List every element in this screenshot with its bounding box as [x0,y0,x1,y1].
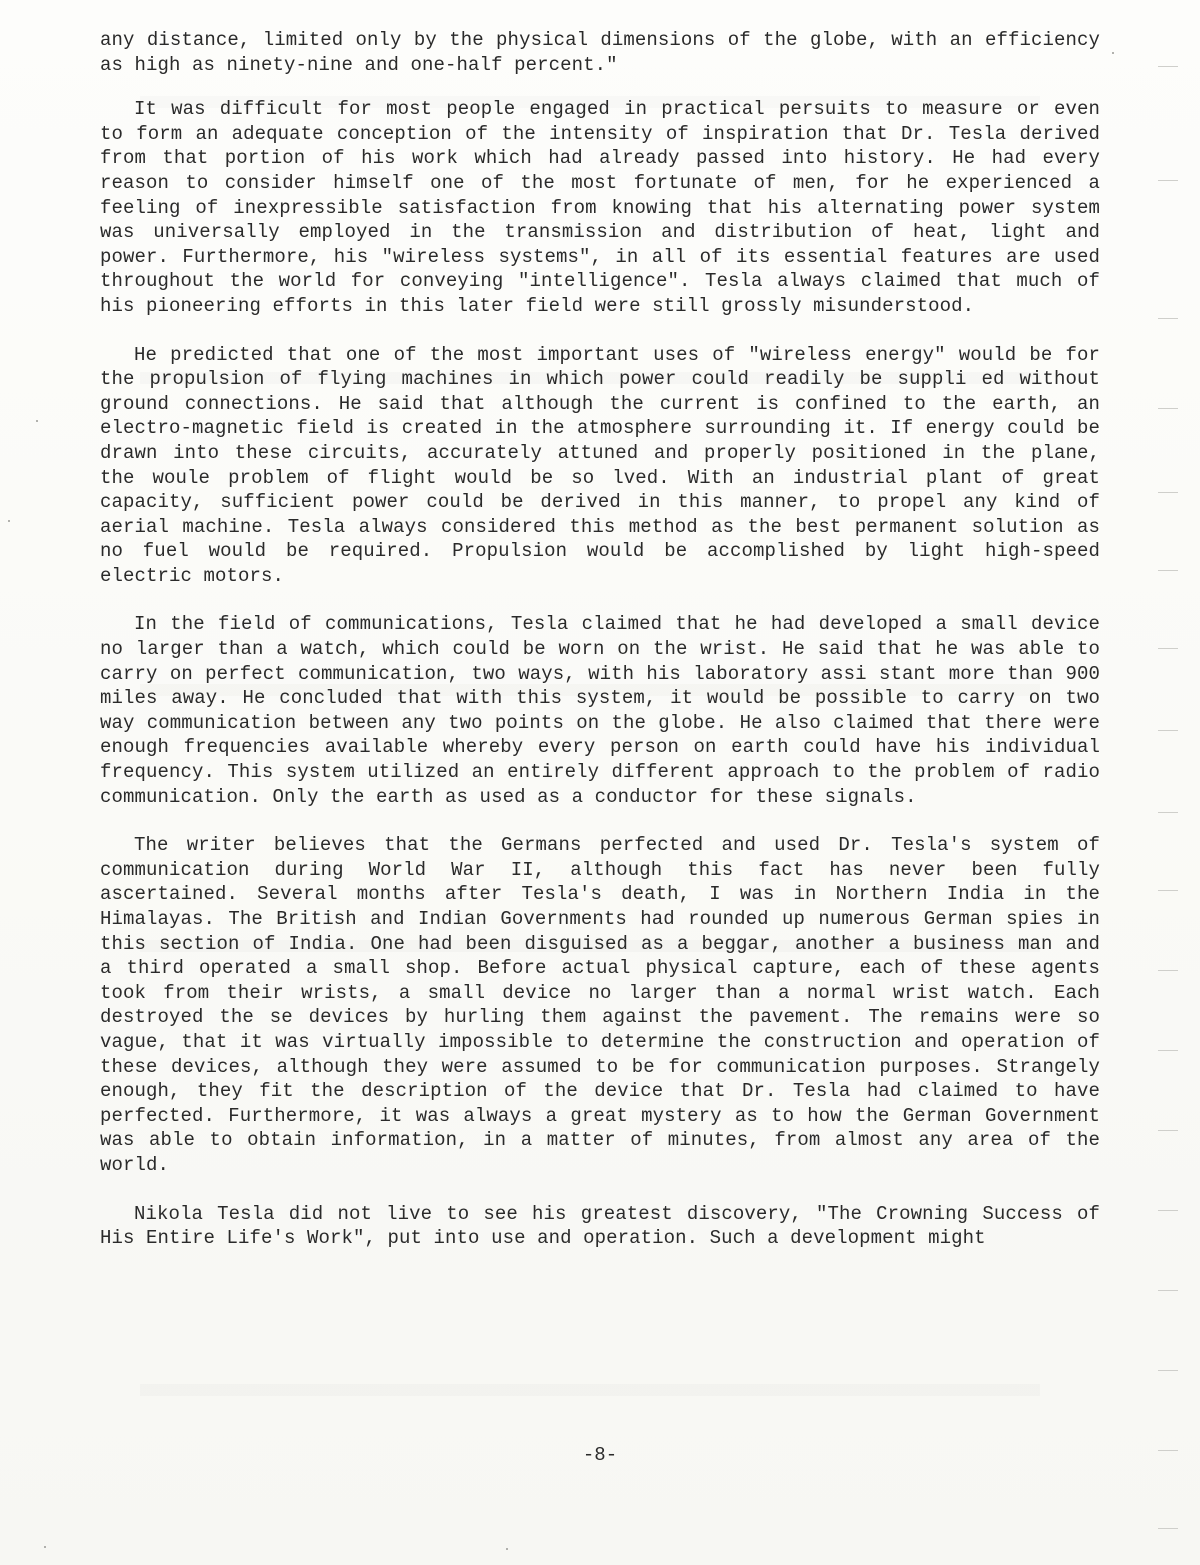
page-number: -8- [582,1444,618,1466]
margin-tick [1158,492,1178,493]
margin-tick [1158,1290,1178,1291]
margin-tick [1158,1450,1178,1451]
paper-speck [506,1548,508,1550]
paper-speck [1112,52,1114,54]
body-text [100,28,1100,1275]
paper-speck [36,420,38,422]
margin-tick [1158,180,1178,181]
paragraph-inspiration: It was difficult for most people engaged in practical persuits to measure or even to form an adequate conception of the intensity of inspiration that Dr. Tesla derived from that portion of his work which had already passed into history. He had every reason to consider himself one of the most fortunate of men, for he experienced a feeling of inexpressible satisfaction from knowing that his alternating power system was universally employed in the transmission and distribution of heat, light and power. Furthermore, his "wireless systems", in all of its essential features are used throughout the world for conveying "intelligence". Tesla always claimed that much of his pioneering efforts in this later field were still grossly misunderstood. [100,98,1100,317]
paper-speck [8,520,10,522]
show-through-line [140,1384,1040,1396]
margin-tick [1158,1528,1178,1529]
margin-tick [1158,318,1178,319]
margin-tick [1158,812,1178,813]
margin-tick [1158,648,1178,649]
margin-tick [1158,1210,1178,1211]
margin-tick [1158,1050,1178,1051]
margin-tick [1158,890,1178,891]
paragraph-flying-machines: He predicted that one of the most important uses of "wireless energy" would be for the propulsion of flying machines in which power could readily be suppli ed without ground connections. He said that although the current is confined to the earth, an electro-magnetic field is created in the atmosphere surrounding it. If energy could be drawn into these circuits, accurately attuned and properly positioned in the plane, the woule problem of flight would be so lved. With an industrial plant of great capacity, sufficient power could be derived in this manner, to propel any kind of aerial machine. Tesla always considered this method as the best permanent solution as no fuel would be required. Propulsion would be accomplished by light high-speed electric motors. [100,343,1100,587]
paragraph-communications: In the field of communications, Tesla claimed that he had developed a small device no larger than a watch, which could be worn on the wrist. He said that he was able to carry on perfect communication, two ways, with his laboratory assi stant more than 900 miles away. He concluded that with this system, it would be possible to carry on two way communication between any two points on the globe. He also claimed that there were enough frequencies available whereby every person on earth could have his individual frequency. This system utilized an entirely different approach to the problem of radio communication. Only the earth as used as a conductor for these signals. [100,613,1100,808]
margin-tick [1158,1370,1178,1371]
margin-tick [1158,970,1178,971]
margin-tick [1158,570,1178,571]
margin-tick [1158,1130,1178,1131]
margin-tick [1158,408,1178,409]
paper-speck [44,1546,46,1548]
paragraph-german-spies: The writer believes that the Germans perfected and used Dr. Tesla's system of communication during World War II, although this fact has never been fully ascertained. Several months after Tesla's death, I was in Northern India in the Himalayas. The British and Indian Governments had rounded up numerous German spies in this section of India. One had been disguised as a beggar, another a business man and a third operated a small shop. Before actual physical capture, each of these agents took from their wrists, a small device no larger than a normal wrist watch. Each destroyed the se devices by hurling them against the pavement. The remains were so vague, that it was virtually impossible to determine the construction and operation of these devices, although they were assumed to be for communication purposes. Strangely enough, they fit the description of the device that Dr. Tesla had claimed to have perfected. Furthermore, it was always a great mystery as to how the German Government was able to obtain information, in a matter of minutes, from almost any area of the world. [100,834,1100,1176]
margin-tick [1158,730,1178,731]
paragraph-crowning-success: Nikola Tesla did not live to see his greatest discovery, "The Crowning Success of His Entire Life's Work", put into use and operation. Such a development might [100,1202,1100,1250]
margin-tick [1158,66,1178,67]
paragraph-continuation: any distance, limited only by the physical dimensions of the globe, with an efficiency as high as ninety-nine and one-half percent." [100,29,1100,76]
